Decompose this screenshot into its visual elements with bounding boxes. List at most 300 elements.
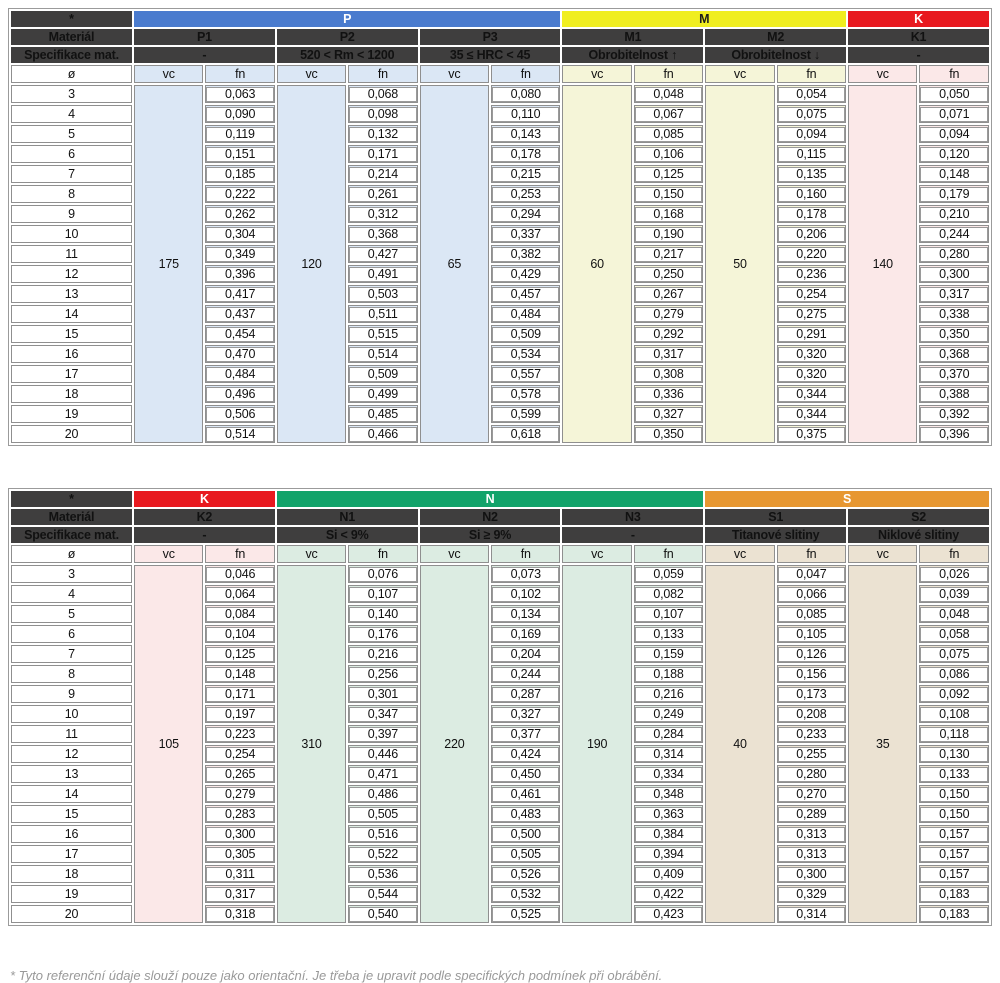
fn-value: 0,483 (492, 807, 559, 822)
iso-group-header-S: S (705, 491, 989, 507)
fn-cell-K1 (919, 185, 989, 203)
fn-cell-N2 (491, 825, 560, 843)
fn-cell-N3 (634, 765, 703, 783)
fn-value: 0,214 (349, 167, 416, 182)
fn-cell-M2 (777, 385, 846, 403)
fn-cell-P2 (348, 145, 417, 163)
fn-value: 0,496 (206, 387, 273, 402)
fn-value: 0,068 (349, 87, 416, 102)
fn-value: 0,312 (349, 207, 416, 222)
material-row-label: Materiál (11, 509, 132, 525)
spec-header-M2: Obrobitelnost ↓ (705, 47, 846, 63)
fn-value: 0,150 (920, 807, 988, 822)
fn-cell-P3 (491, 245, 560, 263)
fn-value: 0,349 (206, 247, 273, 262)
diameter-value: 7 (11, 165, 132, 183)
fn-value: 0,505 (349, 807, 416, 822)
fn-value: 0,261 (349, 187, 416, 202)
fn-cell-N3 (634, 805, 703, 823)
fn-cell-S1 (777, 805, 846, 823)
fn-cell-S2 (919, 785, 989, 803)
fn-value: 0,048 (635, 87, 702, 102)
fn-value: 0,084 (206, 607, 273, 622)
fn-cell-M1 (634, 125, 703, 143)
fn-cell-P3 (491, 385, 560, 403)
cutting-data-table-2-wrapper (8, 488, 992, 926)
fn-cell-P2 (348, 365, 417, 383)
fn-value: 0,305 (206, 847, 273, 862)
fn-cell-N2 (491, 805, 560, 823)
fn-cell-P1 (205, 245, 274, 263)
fn-value: 0,094 (778, 127, 845, 142)
spec-header-N3: - (562, 527, 703, 543)
fn-cell-M2 (777, 325, 846, 343)
fn-value: 0,388 (920, 387, 988, 402)
fn-value: 0,151 (206, 147, 273, 162)
fn-cell-M1 (634, 185, 703, 203)
fn-cell-N1 (348, 645, 417, 663)
fn-value: 0,289 (778, 807, 845, 822)
data-row-d3 (11, 85, 989, 103)
fn-value: 0,314 (778, 907, 845, 922)
fn-cell-K1 (919, 165, 989, 183)
fn-cell-P2 (348, 225, 417, 243)
fn-value: 0,279 (635, 307, 702, 322)
fn-value: 0,280 (920, 247, 988, 262)
fn-value: 0,375 (778, 427, 845, 442)
fn-value: 0,424 (492, 747, 559, 762)
fn-value: 0,176 (349, 627, 416, 642)
fn-header-P1: fn (205, 65, 274, 83)
vc-value-P3: 65 (420, 85, 489, 443)
fn-cell-S2 (919, 825, 989, 843)
fn-cell-N1 (348, 585, 417, 603)
fn-cell-P3 (491, 105, 560, 123)
fn-cell-N2 (491, 865, 560, 883)
fn-cell-P1 (205, 125, 274, 143)
fn-cell-S1 (777, 785, 846, 803)
fn-value: 0,313 (778, 847, 845, 862)
diameter-value: 6 (11, 625, 132, 643)
material-header-N3: N3 (562, 509, 703, 525)
diameter-value: 16 (11, 825, 132, 843)
fn-value: 0,457 (492, 287, 559, 302)
fn-cell-P3 (491, 205, 560, 223)
fn-value: 0,280 (778, 767, 845, 782)
vc-value-N3: 190 (562, 565, 631, 923)
diameter-value: 19 (11, 885, 132, 903)
fn-value: 0,118 (920, 727, 988, 742)
material-header-S1: S1 (705, 509, 846, 525)
fn-cell-N2 (491, 645, 560, 663)
fn-cell-M1 (634, 285, 703, 303)
data-row-d3 (11, 565, 989, 583)
fn-value: 0,557 (492, 367, 559, 382)
vc-value-K2: 105 (134, 565, 203, 923)
fn-cell-M1 (634, 425, 703, 443)
fn-value: 0,423 (635, 907, 702, 922)
vc-header-K2: vc (134, 545, 203, 563)
fn-value: 0,086 (920, 667, 988, 682)
fn-cell-P2 (348, 205, 417, 223)
fn-value: 0,486 (349, 787, 416, 802)
fn-cell-K1 (919, 245, 989, 263)
fn-value: 0,215 (492, 167, 559, 182)
fn-value: 0,223 (206, 727, 273, 742)
fn-value: 0,409 (635, 867, 702, 882)
vc-header-P1: vc (134, 65, 203, 83)
fn-cell-N1 (348, 745, 417, 763)
fn-cell-S2 (919, 585, 989, 603)
fn-cell-K1 (919, 205, 989, 223)
cutting-data-table-1 (9, 9, 991, 445)
fn-value: 0,446 (349, 747, 416, 762)
spec-header-P3: 35 ≤ HRC < 45 (420, 47, 561, 63)
fn-value: 0,115 (778, 147, 845, 162)
fn-value: 0,150 (635, 187, 702, 202)
fn-value: 0,143 (492, 127, 559, 142)
fn-value: 0,511 (349, 307, 416, 322)
fn-value: 0,222 (206, 187, 273, 202)
fn-cell-M2 (777, 425, 846, 443)
fn-cell-P3 (491, 125, 560, 143)
fn-value: 0,250 (635, 267, 702, 282)
fn-cell-M2 (777, 265, 846, 283)
fn-value: 0,515 (349, 327, 416, 342)
diameter-value: 14 (11, 785, 132, 803)
fn-cell-M1 (634, 225, 703, 243)
fn-cell-P2 (348, 185, 417, 203)
material-row-label: Materiál (11, 29, 132, 45)
fn-value: 0,107 (349, 587, 416, 602)
diameter-value: 18 (11, 865, 132, 883)
vc-header-N1: vc (277, 545, 346, 563)
fn-cell-S2 (919, 905, 989, 923)
fn-value: 0,499 (349, 387, 416, 402)
fn-value: 0,396 (920, 427, 988, 442)
fn-cell-M1 (634, 205, 703, 223)
fn-value: 0,110 (492, 107, 559, 122)
fn-value: 0,104 (206, 627, 273, 642)
diameter-value: 20 (11, 425, 132, 443)
fn-cell-P3 (491, 325, 560, 343)
cutting-data-table-1-wrapper (8, 8, 992, 446)
fn-cell-K2 (205, 705, 274, 723)
fn-cell-N3 (634, 565, 703, 583)
fn-cell-K1 (919, 325, 989, 343)
fn-cell-M1 (634, 165, 703, 183)
fn-cell-K2 (205, 865, 274, 883)
fn-value: 0,185 (206, 167, 273, 182)
fn-value: 0,500 (492, 827, 559, 842)
fn-header-S2: fn (919, 545, 989, 563)
spec-header-P2: 520 < Rm < 1200 (277, 47, 418, 63)
fn-value: 0,098 (349, 107, 416, 122)
fn-value: 0,317 (206, 887, 273, 902)
fn-value: 0,422 (635, 887, 702, 902)
iso-group-header-N: N (277, 491, 703, 507)
fn-cell-M2 (777, 105, 846, 123)
fn-value: 0,026 (920, 567, 988, 582)
vc-header-S2: vc (848, 545, 917, 563)
fn-cell-N3 (634, 745, 703, 763)
fn-cell-M2 (777, 185, 846, 203)
fn-value: 0,255 (778, 747, 845, 762)
fn-cell-P2 (348, 325, 417, 343)
fn-cell-S2 (919, 845, 989, 863)
fn-cell-S2 (919, 665, 989, 683)
fn-cell-P1 (205, 305, 274, 323)
fn-cell-P1 (205, 145, 274, 163)
fn-cell-M1 (634, 405, 703, 423)
fn-cell-S1 (777, 865, 846, 883)
fn-cell-P1 (205, 385, 274, 403)
fn-value: 0,216 (349, 647, 416, 662)
fn-value: 0,544 (349, 887, 416, 902)
fn-value: 0,204 (492, 647, 559, 662)
fn-value: 0,450 (492, 767, 559, 782)
fn-cell-S1 (777, 905, 846, 923)
fn-cell-K2 (205, 905, 274, 923)
corner-asterisk: * (11, 491, 132, 507)
fn-cell-S1 (777, 705, 846, 723)
fn-value: 0,317 (635, 347, 702, 362)
fn-cell-N2 (491, 665, 560, 683)
fn-header-N1: fn (348, 545, 417, 563)
fn-value: 0,156 (778, 667, 845, 682)
fn-value: 0,190 (635, 227, 702, 242)
fn-cell-N2 (491, 625, 560, 643)
fn-value: 0,236 (778, 267, 845, 282)
fn-cell-S2 (919, 645, 989, 663)
fn-cell-P3 (491, 305, 560, 323)
fn-cell-P2 (348, 405, 417, 423)
fn-cell-M1 (634, 385, 703, 403)
fn-value: 0,384 (635, 827, 702, 842)
fn-cell-K2 (205, 885, 274, 903)
fn-value: 0,471 (349, 767, 416, 782)
fn-value: 0,270 (778, 787, 845, 802)
fn-value: 0,140 (349, 607, 416, 622)
iso-group-header-P: P (134, 11, 560, 27)
fn-value: 0,454 (206, 327, 273, 342)
fn-value: 0,506 (206, 407, 273, 422)
fn-value: 0,254 (206, 747, 273, 762)
fn-value: 0,173 (778, 687, 845, 702)
fn-cell-P1 (205, 285, 274, 303)
fn-cell-M2 (777, 245, 846, 263)
fn-value: 0,058 (920, 627, 988, 642)
fn-value: 0,094 (920, 127, 988, 142)
fn-value: 0,284 (635, 727, 702, 742)
fn-cell-P3 (491, 185, 560, 203)
material-header-N2: N2 (420, 509, 561, 525)
fn-value: 0,183 (920, 907, 988, 922)
fn-value: 0,427 (349, 247, 416, 262)
diameter-value: 11 (11, 725, 132, 743)
fn-value: 0,125 (206, 647, 273, 662)
spec-header-P1: - (134, 47, 275, 63)
fn-cell-P3 (491, 405, 560, 423)
fn-cell-K2 (205, 805, 274, 823)
diameter-value: 3 (11, 85, 132, 103)
fn-value: 0,148 (206, 667, 273, 682)
fn-cell-K2 (205, 605, 274, 623)
fn-value: 0,534 (492, 347, 559, 362)
diameter-value: 17 (11, 845, 132, 863)
diameter-value: 13 (11, 285, 132, 303)
vc-header-N2: vc (420, 545, 489, 563)
fn-cell-M1 (634, 325, 703, 343)
fn-cell-K1 (919, 265, 989, 283)
fn-value: 0,505 (492, 847, 559, 862)
fn-value: 0,300 (206, 827, 273, 842)
fn-value: 0,491 (349, 267, 416, 282)
fn-cell-P3 (491, 365, 560, 383)
spec-header-K1: - (848, 47, 989, 63)
fn-value: 0,210 (920, 207, 988, 222)
fn-cell-K1 (919, 145, 989, 163)
fn-cell-N3 (634, 625, 703, 643)
fn-cell-M2 (777, 205, 846, 223)
fn-value: 0,320 (778, 347, 845, 362)
diameter-value: 10 (11, 705, 132, 723)
fn-cell-S1 (777, 885, 846, 903)
fn-cell-N1 (348, 825, 417, 843)
fn-value: 0,048 (920, 607, 988, 622)
fn-value: 0,368 (920, 347, 988, 362)
fn-value: 0,256 (349, 667, 416, 682)
fn-value: 0,148 (920, 167, 988, 182)
fn-cell-S1 (777, 725, 846, 743)
vc-header-S1: vc (705, 545, 774, 563)
fn-cell-N3 (634, 705, 703, 723)
fn-value: 0,336 (635, 387, 702, 402)
fn-cell-M1 (634, 305, 703, 323)
fn-value: 0,085 (778, 607, 845, 622)
fn-value: 0,133 (635, 627, 702, 642)
fn-value: 0,085 (635, 127, 702, 142)
fn-cell-K2 (205, 845, 274, 863)
fn-cell-S2 (919, 565, 989, 583)
diameter-value: 5 (11, 125, 132, 143)
fn-value: 0,283 (206, 807, 273, 822)
spec-header-K2: - (134, 527, 275, 543)
fn-header-N3: fn (634, 545, 703, 563)
fn-cell-N1 (348, 865, 417, 883)
fn-cell-N2 (491, 745, 560, 763)
fn-value: 0,126 (778, 647, 845, 662)
fn-cell-P3 (491, 165, 560, 183)
fn-header-M1: fn (634, 65, 703, 83)
fn-value: 0,253 (492, 187, 559, 202)
fn-value: 0,392 (920, 407, 988, 422)
fn-value: 0,313 (778, 827, 845, 842)
fn-cell-N1 (348, 885, 417, 903)
fn-cell-K2 (205, 585, 274, 603)
fn-cell-S2 (919, 885, 989, 903)
diameter-value: 4 (11, 105, 132, 123)
fn-cell-P3 (491, 265, 560, 283)
fn-value: 0,220 (778, 247, 845, 262)
diameter-value: 16 (11, 345, 132, 363)
fn-value: 0,363 (635, 807, 702, 822)
diameter-value: 12 (11, 745, 132, 763)
fn-cell-N1 (348, 765, 417, 783)
fn-value: 0,304 (206, 227, 273, 242)
fn-cell-N1 (348, 845, 417, 863)
fn-cell-K2 (205, 745, 274, 763)
fn-cell-N2 (491, 885, 560, 903)
cutting-data-table-2 (9, 489, 991, 925)
fn-value: 0,377 (492, 727, 559, 742)
fn-cell-N1 (348, 705, 417, 723)
iso-group-header-K: K (848, 11, 989, 27)
diameter-value: 17 (11, 365, 132, 383)
fn-value: 0,150 (920, 787, 988, 802)
fn-value: 0,178 (492, 147, 559, 162)
fn-cell-N3 (634, 825, 703, 843)
fn-cell-S1 (777, 765, 846, 783)
fn-cell-P3 (491, 85, 560, 103)
fn-cell-S1 (777, 645, 846, 663)
fn-value: 0,075 (920, 647, 988, 662)
diameter-value: 10 (11, 225, 132, 243)
fn-cell-N1 (348, 805, 417, 823)
fn-cell-P2 (348, 425, 417, 443)
fn-cell-M2 (777, 305, 846, 323)
fn-cell-N1 (348, 725, 417, 743)
fn-value: 0,067 (635, 107, 702, 122)
fn-value: 0,509 (349, 367, 416, 382)
fn-value: 0,160 (778, 187, 845, 202)
spec-row-label: Specifikace mat. (11, 47, 132, 63)
fn-value: 0,046 (206, 567, 273, 582)
fn-value: 0,159 (635, 647, 702, 662)
diameter-value: 15 (11, 325, 132, 343)
fn-header-M2: fn (777, 65, 846, 83)
fn-cell-S1 (777, 585, 846, 603)
fn-value: 0,514 (349, 347, 416, 362)
fn-value: 0,254 (778, 287, 845, 302)
fn-cell-M1 (634, 265, 703, 283)
diameter-value: 11 (11, 245, 132, 263)
fn-cell-M2 (777, 285, 846, 303)
fn-value: 0,291 (778, 327, 845, 342)
fn-cell-S2 (919, 745, 989, 763)
fn-cell-M1 (634, 245, 703, 263)
diameter-col-header: ø (11, 545, 132, 563)
fn-cell-S2 (919, 625, 989, 643)
fn-value: 0,461 (492, 787, 559, 802)
fn-cell-M1 (634, 145, 703, 163)
diameter-value: 14 (11, 305, 132, 323)
fn-value: 0,080 (492, 87, 559, 102)
fn-cell-M2 (777, 365, 846, 383)
fn-value: 0,578 (492, 387, 559, 402)
fn-cell-K2 (205, 665, 274, 683)
fn-cell-K1 (919, 385, 989, 403)
fn-value: 0,516 (349, 827, 416, 842)
vc-value-N2: 220 (420, 565, 489, 923)
fn-cell-M2 (777, 345, 846, 363)
fn-cell-P1 (205, 265, 274, 283)
fn-cell-M1 (634, 365, 703, 383)
fn-header-K2: fn (205, 545, 274, 563)
fn-value: 0,514 (206, 427, 273, 442)
fn-value: 0,338 (920, 307, 988, 322)
fn-cell-P1 (205, 425, 274, 443)
